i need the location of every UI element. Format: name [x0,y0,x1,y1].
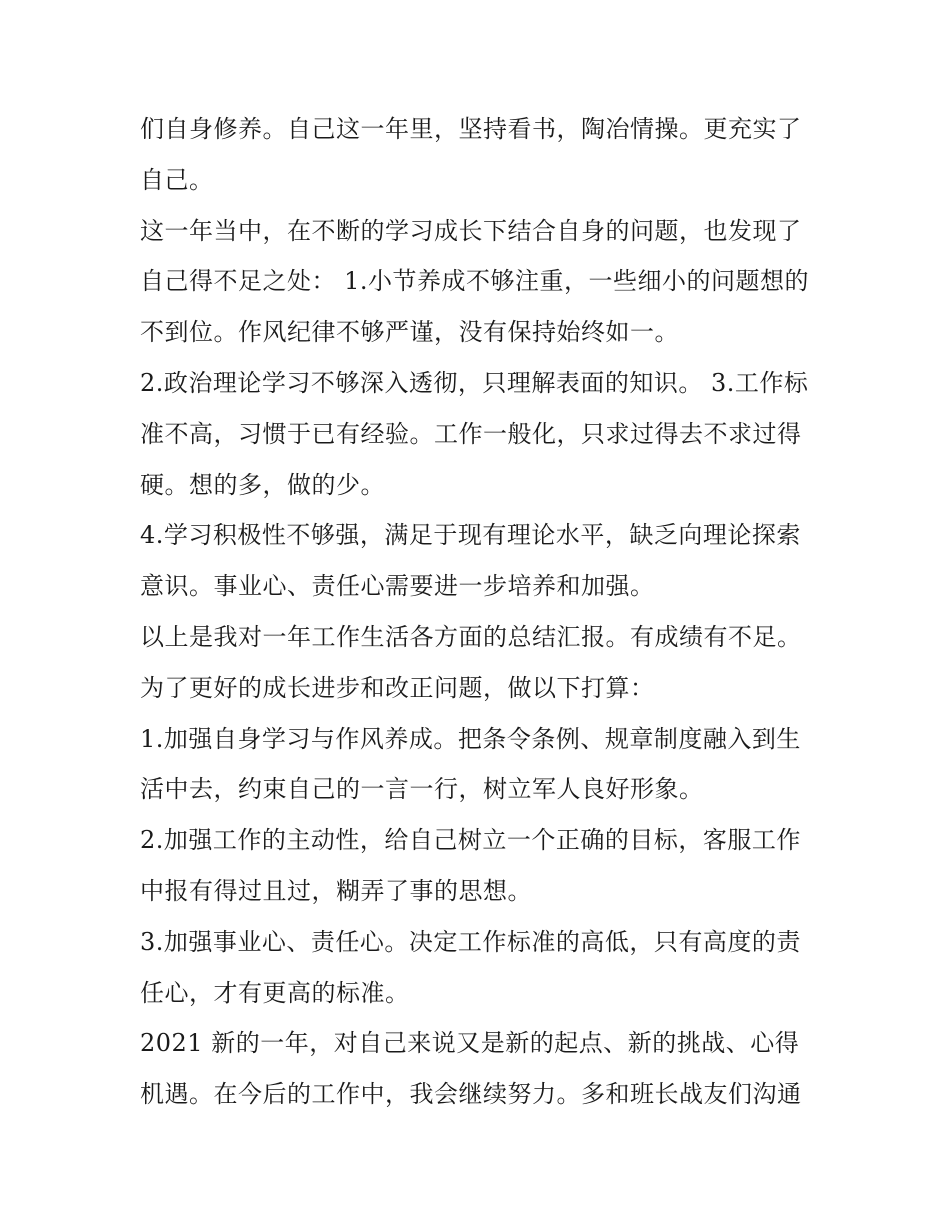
text-line: 2.政治理论学习不够深入透彻，只理解表面的知识。 3.工作标 [140,369,809,397]
text-line: 自己得不足之处： 1.小节养成不够注重，一些细小的问题想的 [140,267,810,296]
text-line: 硬。想的多，做的少。 [140,470,385,499]
text-line: 这一年当中，在不断的学习成长下结合自身的问题，也发现了 [140,216,802,245]
text-line: 3.加强事业心、责任心。决定工作标准的高低，只有高度的责 [140,927,801,956]
text-line: 以上是我对一年工作生活各方面的总结汇报。有成绩有不足。 [140,623,802,651]
text-line: 不到位。作风纪律不够严谨，没有保持始终如一。 [140,318,679,347]
text-line: 活中去，约束自己的一言一行，树立军人良好形象。 [140,775,704,804]
text-line: 2.加强工作的主动性，给自己树立一个正确的目标，客服工作 [140,826,801,855]
text-line: 4.学习积极性不够强，满足于现有理论水平，缺乏向理论探索 [140,521,801,550]
text-line: 准不高，习惯于已有经验。工作一般化，只求过得去不求过得 [140,419,802,448]
text-line: 1.加强自身学习与作风养成。把条令条例、规章制度融入到生 [140,724,801,753]
text-line: 任心，才有更高的标准。 [140,978,410,1007]
text-line: 意识。事业心、责任心需要进一步培养和加强。 [140,572,655,601]
text-line: 们自身修养。自己这一年里，坚持看书，陶冶情操。更充实了 [140,115,802,143]
text-line: 2021 新的一年，对自己来说又是新的起点、新的挑战、心得 [140,1029,800,1058]
text-line: 为了更好的成长进步和改正问题，做以下打算： [140,673,655,702]
text-line: 机遇。在今后的工作中，我会继续努力。多和班长战友们沟通 [140,1080,802,1109]
text-line: 中报有得过且过，糊弄了事的思想。 [140,877,532,905]
text-line: 自己。 [140,165,214,194]
